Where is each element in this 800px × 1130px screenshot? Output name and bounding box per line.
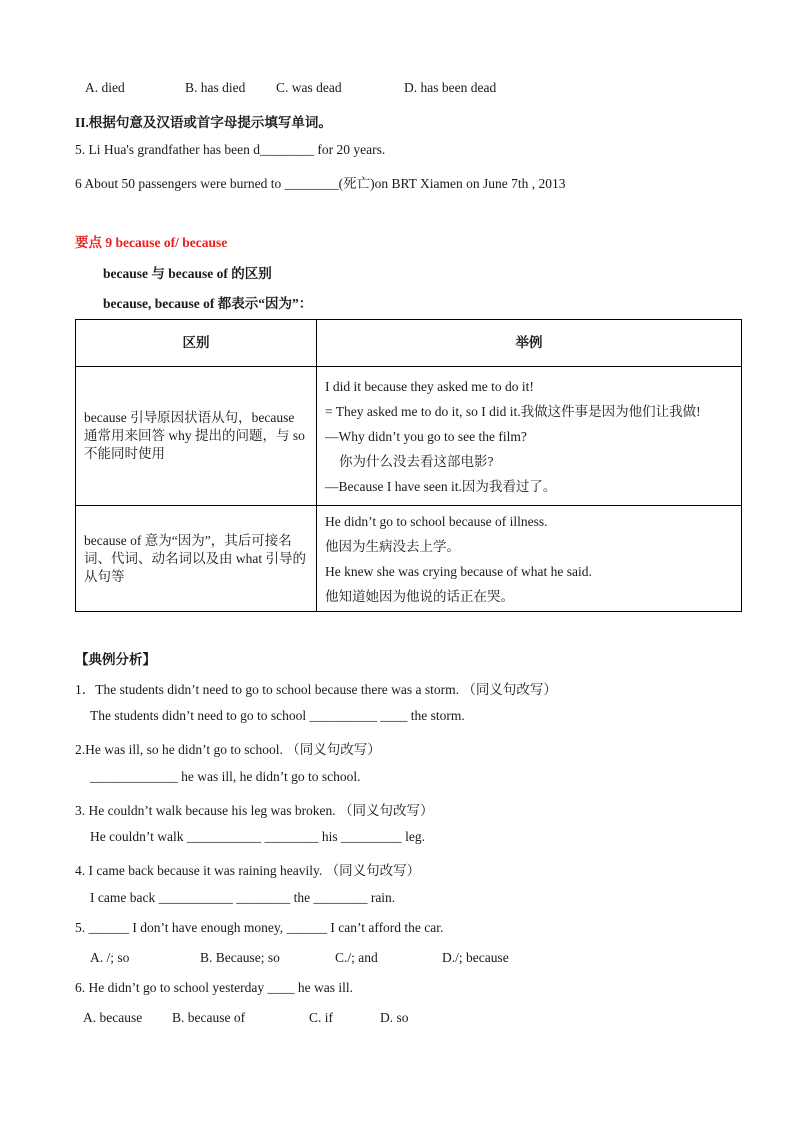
examples-title: 【典例分析】 [75,652,156,667]
q5-option-c: C./; and [335,950,378,965]
fill-question-6: 6 About 50 passengers were burned to ________(死亡)on BRT Xiamen on June 7th , 2013 [75,176,566,191]
exercise-5: 5. ______ I don’t have enough money, ______ I can’t afford the car. [75,920,444,935]
q5-option-a: A. /; so [90,950,130,965]
example-line: He didn’t go to school because of illness. [325,513,548,529]
exercise-4-rewrite: I came back ___________ ________ the ________ rain. [90,890,396,905]
exercise-3: 3. He couldn’t walk because his leg was broken. （同义句改写） [75,803,434,818]
example-line: He knew she was crying because of what he said. [325,563,592,579]
point-9-title: 要点 9 because of/ because [75,235,228,250]
table-row [76,367,742,506]
exercise-2: 2.He was ill, so he didn’t go to school. （同义句改写） [75,742,381,757]
header-difference: 区别 [76,320,317,367]
q6-option-a: A. because [83,1010,143,1025]
comparison-table [75,319,742,612]
example-cell [317,367,742,506]
exercise-3-rewrite: He couldn’t walk ___________ ________ his _________ leg. [90,829,425,844]
example-line: 他因为生病没去上学。 [325,538,460,554]
q6-option-c: C. if [309,1010,334,1025]
exercise-2-rewrite: _____________ he was ill, he didn’t go to school. [90,769,361,784]
difference-heading: because 与 because of 的区别 [103,266,272,281]
table-header-row [76,320,742,367]
example-line: 他知道她因为他说的话正在哭。 [325,588,514,604]
example-cell [317,506,742,612]
table-row [76,506,742,612]
example-line: —Why didn’t you go to see the film? [325,428,527,444]
meaning-heading: because, because of 都表示“因为”： [103,296,313,311]
q5-option-d: D./; because [442,950,509,965]
q5-option-b: B. Because; so [200,950,280,965]
example-line: = They asked me to do it, so I did it.我做这件事是因为他们让我做! [325,403,701,419]
exercise-1: 1．The students didn’t need to go to school because there was a storm. （同义句改写） [75,682,557,697]
exercise-6: 6. He didn’t go to school yesterday ____ he was ill. [75,980,353,995]
difference-cell: because 引导原因状语从句，because 通常用来回答 why 提出的问题，与 so 不能同时使用 [76,367,317,506]
option-a: A. died [85,80,125,95]
fill-question-5: 5. Li Hua's grandfather has been d________ for 20 years. [75,142,386,157]
header-example: 举例 [317,320,742,367]
example-line: 你为什么没去看这部电影? [339,453,494,469]
difference-cell: because of 意为“因为”，其后可接名词、代词、动名词以及由 what 引导的从句等 [76,506,317,612]
exercise-4: 4. I came back because it was raining heavily. （同义句改写） [75,863,421,878]
option-b: B. has died [185,80,246,95]
exercise-1-rewrite: The students didn’t need to go to school __________ ____ the storm. [90,708,465,723]
example-line: I did it because they asked me to do it! [325,378,534,394]
option-d: D. has been dead [404,80,497,95]
q6-option-d: D. so [380,1010,409,1025]
section-2-title: II.根据句意及汉语或首字母提示填写单词。 [75,115,332,130]
option-c: C. was dead [276,80,342,95]
example-line: —Because I have seen it.因为我看过了。 [325,478,557,494]
q6-option-b: B. because of [172,1010,246,1025]
